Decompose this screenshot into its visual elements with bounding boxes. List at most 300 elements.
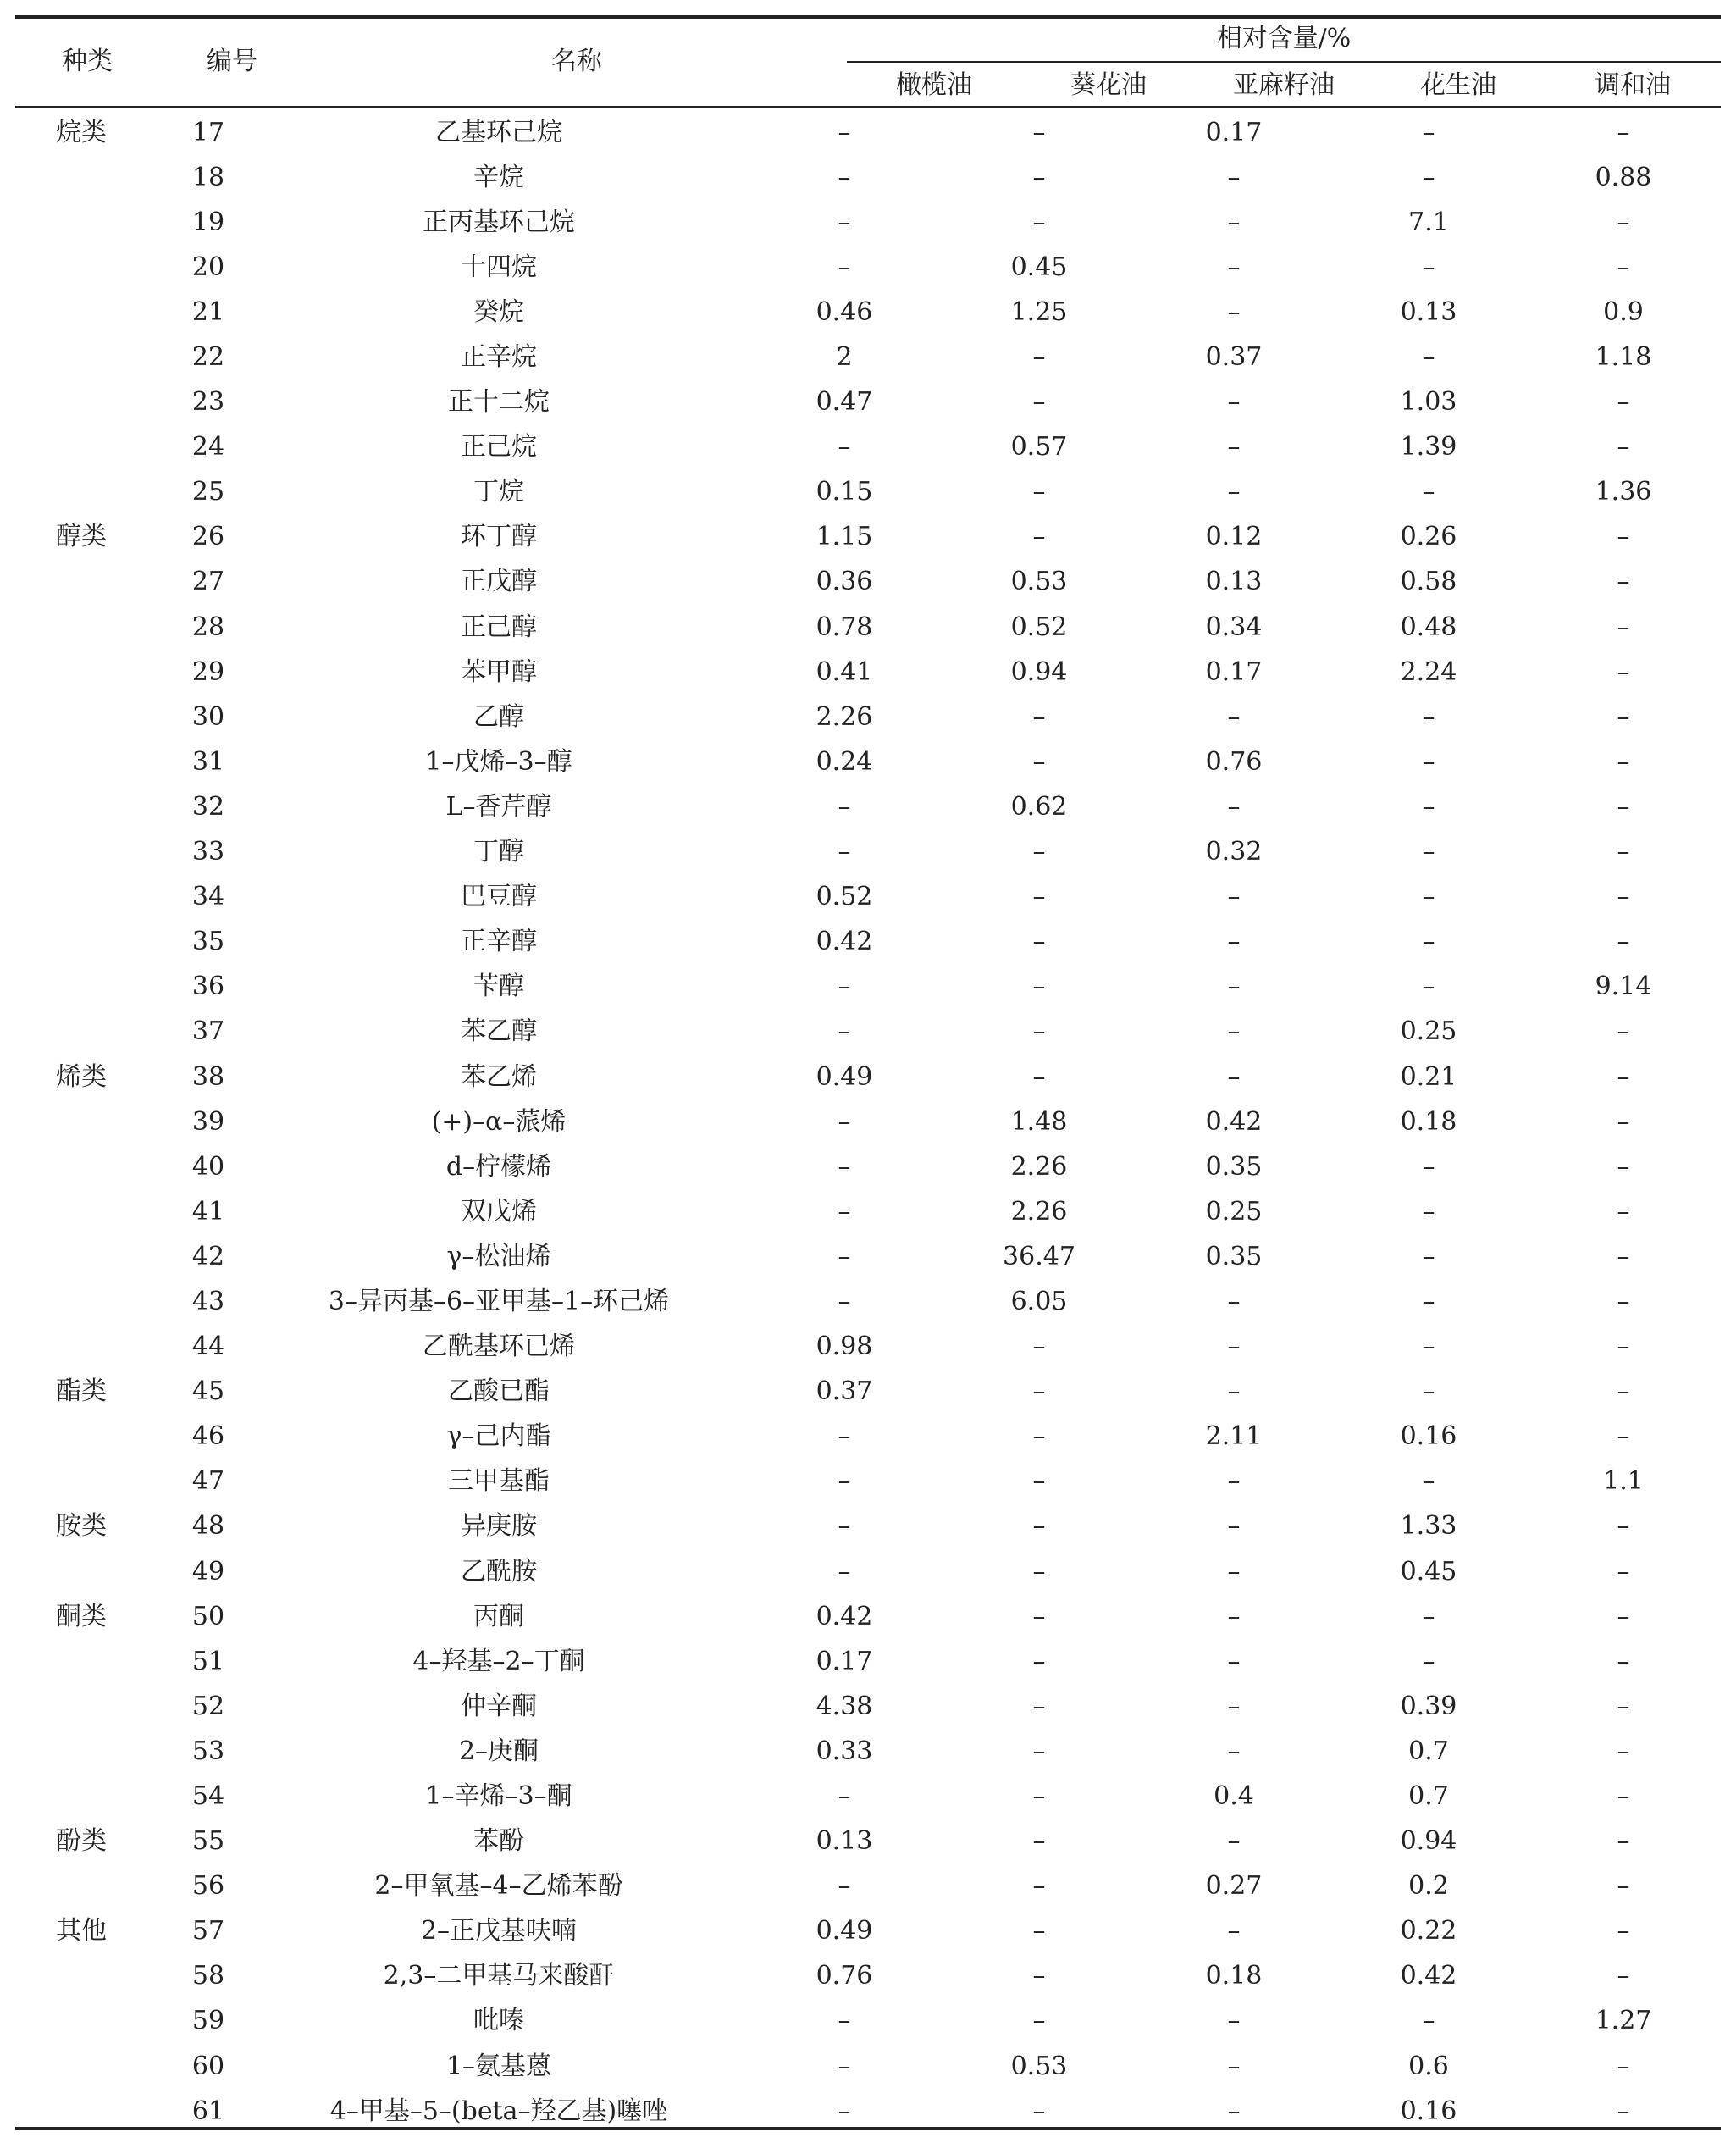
value-cell-sunflower: – <box>1032 1016 1046 1047</box>
category-cell <box>15 650 166 695</box>
value-cell-linseed: 0.42 <box>1205 1106 1263 1137</box>
value-cell-olive: – <box>838 252 851 282</box>
value-cell-peanut: 0.13 <box>1400 296 1457 327</box>
value-cell-blend: – <box>1617 882 1630 912</box>
value-cell-blend: – <box>1617 701 1630 732</box>
value-cell-blend: – <box>1617 1376 1630 1407</box>
value-cell-blend: – <box>1617 387 1630 418</box>
value-cell-peanut: – <box>1422 117 1435 147</box>
value-cell-olive: – <box>838 972 851 1002</box>
value-cell-linseed: – <box>1227 2051 1241 2081</box>
compound-name-cell: 苄醇 <box>473 972 524 1002</box>
value-cell-linseed: – <box>1227 882 1241 912</box>
compound-name-cell: 2–庚酮 <box>458 1736 539 1766</box>
value-cell-blend: 1.27 <box>1595 2006 1652 2036</box>
compound-name-cell: 异庚胺 <box>461 1511 537 1542</box>
value-cell-sunflower: 0.94 <box>1010 656 1068 687</box>
value-cell-blend: – <box>1617 791 1630 822</box>
table-row <box>15 1279 1721 1324</box>
value-cell-sunflower: – <box>1032 1556 1046 1586</box>
header-oil-linseed: 亚麻籽油 <box>1233 70 1335 100</box>
number-cell: 36 <box>191 972 225 1002</box>
value-cell-olive: 0.17 <box>815 1646 873 1676</box>
value-cell-sunflower: 0.53 <box>1010 2051 1068 2081</box>
value-cell-peanut: – <box>1422 837 1435 867</box>
value-cell-olive: 0.46 <box>815 296 873 327</box>
value-cell-peanut: – <box>1422 1332 1435 1362</box>
value-cell-peanut: – <box>1422 791 1435 822</box>
value-cell-olive: – <box>838 432 851 462</box>
value-cell-sunflower: – <box>1032 1601 1046 1631</box>
value-cell-blend: – <box>1617 252 1630 282</box>
value-cell-sunflower: – <box>1032 162 1046 192</box>
table-row <box>15 1504 1721 1549</box>
table-row <box>15 1144 1721 1189</box>
value-cell-blend: – <box>1617 1601 1630 1631</box>
value-cell-sunflower: – <box>1032 2006 1046 2036</box>
value-cell-blend: – <box>1617 1332 1630 1362</box>
number-cell: 18 <box>191 162 225 192</box>
value-cell-blend: – <box>1617 1736 1630 1766</box>
number-cell: 54 <box>191 1781 225 1812</box>
value-cell-linseed: 0.76 <box>1205 746 1263 777</box>
value-cell-linseed: – <box>1227 2096 1241 2126</box>
number-cell: 56 <box>191 1871 225 1902</box>
table-row <box>15 380 1721 425</box>
category-cell <box>15 1189 166 1234</box>
number-cell: 50 <box>191 1601 225 1631</box>
value-cell-linseed: – <box>1227 296 1241 327</box>
value-cell-blend: – <box>1617 522 1630 552</box>
value-cell-blend: – <box>1617 1871 1630 1902</box>
value-cell-sunflower: – <box>1032 1332 1046 1362</box>
category-cell <box>15 425 166 470</box>
value-cell-peanut: 0.48 <box>1400 612 1457 642</box>
value-cell-linseed: – <box>1227 1376 1241 1407</box>
value-cell-sunflower: – <box>1032 387 1046 418</box>
compound-name-cell: 乙酰基环已烯 <box>423 1332 575 1362</box>
value-cell-blend: – <box>1617 1646 1630 1676</box>
category-cell: 烯类 <box>56 1061 107 1092</box>
value-cell-peanut: – <box>1422 1376 1435 1407</box>
compound-name-cell: 苯酚 <box>473 1826 524 1857</box>
value-cell-olive: 1.15 <box>815 522 873 552</box>
category-cell <box>15 1864 166 1909</box>
value-cell-blend: – <box>1617 746 1630 777</box>
value-cell-sunflower: – <box>1032 1646 1046 1676</box>
compound-name-cell: 吡嗪 <box>473 2006 524 2036</box>
table-header-rule <box>15 106 1721 108</box>
table-row <box>15 695 1721 739</box>
header-name: 名称 <box>551 47 602 76</box>
value-cell-peanut: 0.6 <box>1408 2051 1449 2081</box>
value-cell-peanut: – <box>1422 1151 1435 1182</box>
value-cell-blend: – <box>1617 567 1630 597</box>
compound-name-cell: 4–羟基–2–丁酮 <box>412 1646 585 1676</box>
category-cell <box>15 739 166 784</box>
compound-name-cell: 1–辛烯–3–酮 <box>425 1781 572 1812</box>
number-cell: 29 <box>191 656 225 687</box>
value-cell-linseed: – <box>1227 387 1241 418</box>
compound-name-cell: 乙醇 <box>473 701 524 732</box>
category-cell <box>15 1279 166 1324</box>
value-cell-linseed: – <box>1227 1466 1241 1497</box>
table-row <box>15 739 1721 784</box>
value-cell-linseed: – <box>1227 1061 1241 1092</box>
value-cell-blend: – <box>1617 927 1630 957</box>
value-cell-blend: – <box>1617 117 1630 147</box>
value-cell-linseed: – <box>1227 972 1241 1002</box>
value-cell-blend: – <box>1617 1016 1630 1047</box>
value-cell-olive: – <box>838 1511 851 1542</box>
number-cell: 38 <box>191 1061 225 1092</box>
value-cell-peanut: 0.7 <box>1408 1736 1449 1766</box>
category-cell <box>15 560 166 605</box>
value-cell-linseed: 0.35 <box>1205 1241 1263 1271</box>
value-cell-linseed: 0.27 <box>1205 1871 1263 1902</box>
value-cell-sunflower: – <box>1032 1421 1046 1452</box>
value-cell-olive: – <box>838 1196 851 1227</box>
number-cell: 43 <box>191 1286 225 1316</box>
value-cell-blend: – <box>1617 1781 1630 1812</box>
value-cell-olive: – <box>838 117 851 147</box>
value-cell-linseed: – <box>1227 1016 1241 1047</box>
value-cell-sunflower: 2.26 <box>1010 1151 1068 1182</box>
value-cell-peanut: 0.18 <box>1400 1106 1457 1137</box>
value-cell-linseed: 0.32 <box>1205 837 1263 867</box>
value-cell-olive: 0.52 <box>815 882 873 912</box>
compound-name-cell: 2,3–二甲基马来酸酐 <box>383 1961 615 1991</box>
compound-name-cell: 丙酮 <box>473 1601 524 1631</box>
value-cell-peanut: 0.45 <box>1400 1556 1457 1586</box>
value-cell-olive: – <box>838 2096 851 2126</box>
category-cell: 酯类 <box>56 1376 107 1407</box>
value-cell-linseed: – <box>1227 1691 1241 1721</box>
compound-name-cell: 仲辛酮 <box>461 1691 537 1721</box>
value-cell-linseed: – <box>1227 701 1241 732</box>
value-cell-sunflower: 0.53 <box>1010 567 1068 597</box>
value-cell-peanut: 0.7 <box>1408 1781 1449 1812</box>
value-cell-blend: – <box>1617 1826 1630 1857</box>
value-cell-olive: 0.24 <box>815 746 873 777</box>
value-cell-linseed: 0.37 <box>1205 342 1263 373</box>
value-cell-blend: – <box>1617 432 1630 462</box>
compound-name-cell: 2–甲氧基–4–乙烯苯酚 <box>374 1871 623 1902</box>
category-cell <box>15 155 166 200</box>
value-cell-blend: – <box>1617 1241 1630 1271</box>
value-cell-olive: 0.13 <box>815 1826 873 1857</box>
header-oil-olive: 橄榄油 <box>896 70 972 100</box>
value-cell-peanut: 1.39 <box>1400 432 1457 462</box>
value-cell-peanut: 0.58 <box>1400 567 1457 597</box>
compound-name-cell: 乙基环己烷 <box>435 117 562 147</box>
value-cell-blend: 9.14 <box>1595 972 1652 1002</box>
value-cell-peanut: – <box>1422 477 1435 507</box>
value-cell-sunflower: – <box>1032 1916 1046 1946</box>
table-row <box>15 1055 1721 1099</box>
value-cell-peanut: – <box>1422 1466 1435 1497</box>
value-cell-sunflower: 36.47 <box>1003 1241 1075 1271</box>
table-row <box>15 335 1721 379</box>
value-cell-linseed: – <box>1227 252 1241 282</box>
category-cell <box>15 1999 166 2044</box>
value-cell-olive: – <box>838 1151 851 1182</box>
value-cell-sunflower: 0.45 <box>1010 252 1068 282</box>
value-cell-peanut: 0.22 <box>1400 1916 1457 1946</box>
value-cell-linseed: 0.17 <box>1205 117 1263 147</box>
value-cell-olive: 4.38 <box>815 1691 873 1721</box>
number-cell: 26 <box>191 522 225 552</box>
category-cell: 酮类 <box>56 1601 107 1631</box>
category-cell <box>15 1099 166 1144</box>
category-cell <box>15 1639 166 1684</box>
value-cell-peanut: 1.03 <box>1400 387 1457 418</box>
compound-name-cell: 丁醇 <box>473 837 524 867</box>
category-cell <box>15 1325 166 1370</box>
number-cell: 37 <box>191 1016 225 1047</box>
value-cell-linseed: – <box>1227 207 1241 237</box>
value-cell-olive: 0.78 <box>815 612 873 642</box>
value-cell-peanut: – <box>1422 1601 1435 1631</box>
value-cell-blend: – <box>1617 1061 1630 1092</box>
category-cell <box>15 470 166 515</box>
category-cell <box>15 245 166 290</box>
compound-name-cell: 正十二烷 <box>448 387 550 418</box>
table-row <box>15 425 1721 470</box>
value-cell-sunflower: – <box>1032 477 1046 507</box>
value-cell-linseed: – <box>1227 1332 1241 1362</box>
value-cell-olive: 0.49 <box>815 1061 873 1092</box>
value-cell-sunflower: – <box>1032 1511 1046 1542</box>
compound-name-cell: 三甲基酯 <box>448 1466 550 1497</box>
value-cell-sunflower: – <box>1032 972 1046 1002</box>
number-cell: 28 <box>191 612 225 642</box>
value-cell-sunflower: – <box>1032 1466 1046 1497</box>
number-cell: 45 <box>191 1376 225 1407</box>
number-cell: 24 <box>191 432 225 462</box>
value-cell-sunflower: 1.25 <box>1010 296 1068 327</box>
value-cell-linseed: 0.4 <box>1214 1781 1254 1812</box>
value-cell-olive: – <box>838 207 851 237</box>
table-row <box>15 200 1721 245</box>
value-cell-olive: 0.41 <box>815 656 873 687</box>
number-cell: 47 <box>191 1466 225 1497</box>
category-cell <box>15 875 166 920</box>
value-cell-linseed: – <box>1227 1556 1241 1586</box>
value-cell-sunflower: – <box>1032 1376 1046 1407</box>
value-cell-sunflower: 0.52 <box>1010 612 1068 642</box>
category-cell <box>15 1774 166 1819</box>
value-cell-blend: – <box>1617 2051 1630 2081</box>
value-cell-blend: – <box>1617 2096 1630 2126</box>
category-cell <box>15 1234 166 1279</box>
table-bottom-rule <box>15 2127 1721 2130</box>
table-row <box>15 1370 1721 1415</box>
value-cell-sunflower: – <box>1032 1826 1046 1857</box>
number-cell: 44 <box>191 1332 225 1362</box>
category-cell <box>15 695 166 739</box>
value-cell-peanut: 0.26 <box>1400 522 1457 552</box>
value-cell-linseed: – <box>1227 1286 1241 1316</box>
value-cell-peanut: – <box>1422 162 1435 192</box>
value-cell-peanut: – <box>1422 1196 1435 1227</box>
number-cell: 34 <box>191 882 225 912</box>
value-cell-peanut: – <box>1422 1241 1435 1271</box>
number-cell: 55 <box>191 1826 225 1857</box>
value-cell-sunflower: 0.62 <box>1010 791 1068 822</box>
value-cell-peanut: 0.42 <box>1400 1961 1457 1991</box>
value-cell-olive: – <box>838 1781 851 1812</box>
value-cell-olive: – <box>838 1106 851 1137</box>
category-cell <box>15 1954 166 1999</box>
table-row <box>15 1325 1721 1370</box>
value-cell-sunflower: – <box>1032 1781 1046 1812</box>
category-cell <box>15 920 166 965</box>
category-cell <box>15 1415 166 1459</box>
compound-name-cell: 正辛烷 <box>461 342 537 373</box>
value-cell-olive: 0.15 <box>815 477 873 507</box>
category-cell <box>15 1144 166 1189</box>
compound-name-cell: 癸烷 <box>473 296 524 327</box>
table-body <box>15 110 1721 2134</box>
value-cell-peanut: – <box>1422 927 1435 957</box>
value-cell-linseed: – <box>1227 2006 1241 2036</box>
value-cell-blend: – <box>1617 837 1630 867</box>
table-row <box>15 290 1721 335</box>
category-cell <box>15 380 166 425</box>
value-cell-linseed: – <box>1227 927 1241 957</box>
value-cell-olive: – <box>838 2051 851 2081</box>
table-row <box>15 1594 1721 1639</box>
number-cell: 39 <box>191 1106 225 1137</box>
category-cell <box>15 335 166 379</box>
value-cell-sunflower: – <box>1032 701 1046 732</box>
category-cell: 胺类 <box>56 1511 107 1542</box>
table-row <box>15 560 1721 605</box>
value-cell-olive: – <box>838 1556 851 1586</box>
table-row <box>15 1909 1721 1954</box>
compound-name-cell: 正辛醇 <box>461 927 537 957</box>
table-row <box>15 1774 1721 1819</box>
value-cell-olive: – <box>838 791 851 822</box>
value-cell-olive: 0.76 <box>815 1961 873 1991</box>
value-cell-peanut: – <box>1422 701 1435 732</box>
value-cell-linseed: – <box>1227 791 1241 822</box>
value-cell-blend: 1.18 <box>1595 342 1652 373</box>
number-cell: 51 <box>191 1646 225 1676</box>
value-cell-olive: 2.26 <box>815 701 873 732</box>
compound-name-cell: 丁烷 <box>473 477 524 507</box>
compound-name-cell: γ–松油烯 <box>446 1241 551 1271</box>
category-cell <box>15 290 166 335</box>
value-cell-linseed: – <box>1227 432 1241 462</box>
value-cell-peanut: – <box>1422 882 1435 912</box>
value-cell-sunflower: 0.57 <box>1010 432 1068 462</box>
value-cell-peanut: – <box>1422 342 1435 373</box>
value-cell-blend: – <box>1617 1691 1630 1721</box>
value-cell-olive: 0.33 <box>815 1736 873 1766</box>
value-cell-blend: – <box>1617 1196 1630 1227</box>
value-cell-blend: – <box>1617 656 1630 687</box>
value-cell-peanut: 0.16 <box>1400 2096 1457 2126</box>
value-cell-olive: 0.98 <box>815 1332 873 1362</box>
value-cell-sunflower: – <box>1032 1691 1046 1721</box>
number-cell: 58 <box>191 1961 225 1991</box>
number-cell: 46 <box>191 1421 225 1452</box>
value-cell-olive: – <box>838 837 851 867</box>
compound-name-cell: 1–氨基蒽 <box>445 2051 552 2081</box>
value-cell-peanut: 0.16 <box>1400 1421 1457 1452</box>
compound-name-cell: 双戊烯 <box>461 1196 537 1227</box>
value-cell-olive: – <box>838 1286 851 1316</box>
compound-name-cell: d–柠檬烯 <box>445 1151 552 1182</box>
value-cell-peanut: 0.94 <box>1400 1826 1457 1857</box>
value-cell-olive: 2 <box>836 342 853 373</box>
compound-name-cell: 巴豆醇 <box>461 882 537 912</box>
value-cell-linseed: – <box>1227 1916 1241 1946</box>
category-cell <box>15 1549 166 1594</box>
value-cell-sunflower: – <box>1032 1871 1046 1902</box>
number-cell: 48 <box>191 1511 225 1542</box>
value-cell-sunflower: – <box>1032 927 1046 957</box>
value-cell-olive: – <box>838 2006 851 2036</box>
compound-name-cell: 4–甲基–5–(beta–羟乙基)噻唑 <box>329 2096 668 2126</box>
value-cell-linseed: 0.13 <box>1205 567 1263 597</box>
number-cell: 21 <box>191 296 225 327</box>
number-cell: 23 <box>191 387 225 418</box>
value-cell-sunflower: – <box>1032 1961 1046 1991</box>
table-row <box>15 965 1721 1010</box>
value-cell-sunflower: – <box>1032 1736 1046 1766</box>
value-cell-blend: – <box>1617 1961 1630 1991</box>
table-row <box>15 784 1721 829</box>
value-cell-blend: – <box>1617 1106 1630 1137</box>
table-row <box>15 1954 1721 1999</box>
table-row <box>15 1459 1721 1504</box>
compound-name-cell: 正己醇 <box>461 612 537 642</box>
number-cell: 25 <box>191 477 225 507</box>
value-cell-sunflower: 6.05 <box>1010 1286 1068 1316</box>
table-row <box>15 470 1721 515</box>
table-row <box>15 1639 1721 1684</box>
value-cell-sunflower: – <box>1032 117 1046 147</box>
value-cell-linseed: 2.11 <box>1205 1421 1263 1452</box>
compound-name-cell: 正戊醇 <box>461 567 537 597</box>
compound-name-cell: 环丁醇 <box>461 522 537 552</box>
value-cell-peanut: – <box>1422 1646 1435 1676</box>
header-oil-sunflower: 葵花油 <box>1070 70 1147 100</box>
value-cell-blend: 1.1 <box>1603 1466 1644 1497</box>
number-cell: 60 <box>191 2051 225 2081</box>
table-row <box>15 1549 1721 1594</box>
number-cell: 40 <box>191 1151 225 1182</box>
number-cell: 42 <box>191 1241 225 1271</box>
header-oil-blend: 调和油 <box>1595 70 1671 100</box>
table-row <box>15 1234 1721 1279</box>
value-cell-sunflower: – <box>1032 207 1046 237</box>
table-row <box>15 1819 1721 1864</box>
compound-name-cell: 3–异丙基–6–亚甲基–1–环己烯 <box>328 1286 670 1316</box>
value-cell-peanut: 1.33 <box>1400 1511 1457 1542</box>
compound-name-cell: 正己烷 <box>461 432 537 462</box>
category-cell <box>15 830 166 875</box>
value-cell-olive: 0.37 <box>815 1376 873 1407</box>
value-cell-blend: – <box>1617 1916 1630 1946</box>
number-cell: 49 <box>191 1556 225 1586</box>
value-cell-olive: 0.42 <box>815 927 873 957</box>
value-cell-linseed: 0.12 <box>1205 522 1263 552</box>
value-cell-linseed: – <box>1227 1511 1241 1542</box>
